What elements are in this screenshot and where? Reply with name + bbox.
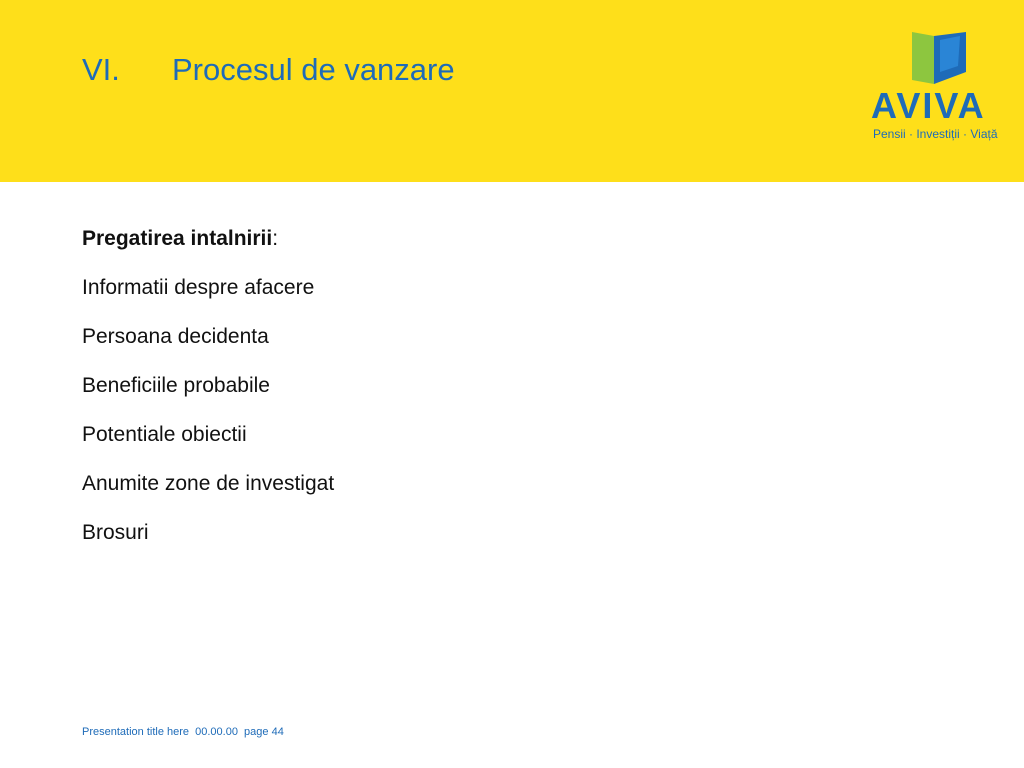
list-item: Persoana decidenta — [82, 325, 269, 348]
slide-title — [82, 52, 455, 88]
list-item: Informatii despre afacere — [82, 276, 315, 299]
logo-tagline: Pensii · Investiții · Viață — [873, 127, 998, 141]
header-banner — [0, 0, 1024, 182]
aviva-logo — [866, 30, 1006, 146]
logo-wordmark: AVIVA — [871, 85, 986, 126]
slide-footer: Presentation title here 00.00.00 page 44 — [82, 726, 284, 738]
slide-content — [82, 224, 334, 567]
section-number: VI. — [82, 52, 120, 87]
heading-text: Pregatirea intalnirii — [82, 227, 273, 250]
list-item: Beneficiile probabile — [82, 374, 270, 397]
content-heading — [82, 224, 334, 273]
aviva-emblem-icon — [910, 30, 968, 84]
heading-suffix: : — [272, 227, 279, 250]
section-title: Procesul de vanzare — [172, 52, 455, 87]
list-item: Anumite zone de investigat — [82, 472, 335, 495]
list-item: Potentiale obiectii — [82, 423, 247, 446]
list-item: Brosuri — [82, 521, 149, 544]
